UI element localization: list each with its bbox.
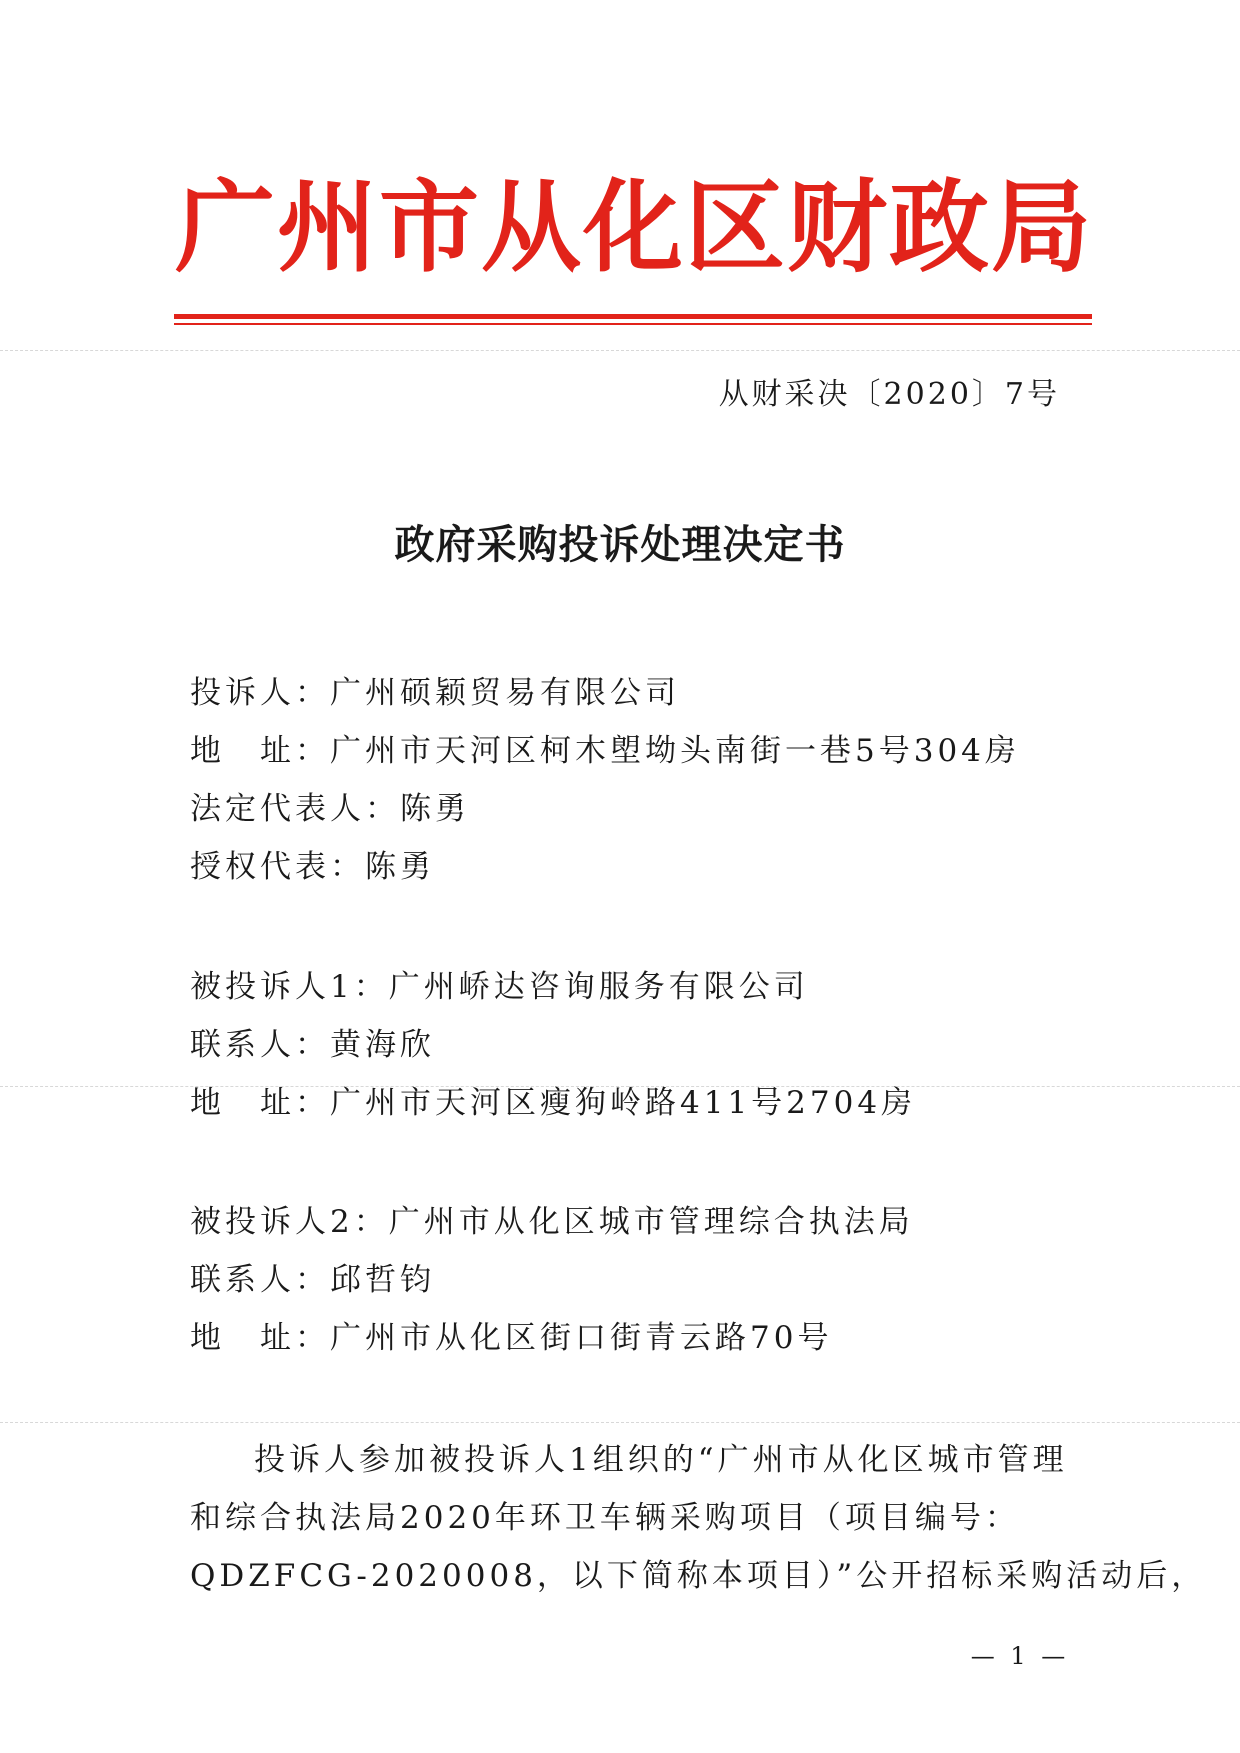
respondent-2-block [190,1193,1090,1367]
complainant-authorized-rep: 授权代表：陈勇 [190,849,435,885]
complainant-address: 地 址：广州市天河区柯木塱坳头南街一巷5号304房 [190,733,1020,769]
page-number: — 1 — [970,1642,1070,1670]
respondent-2-address: 地 址：广州市从化区街口街青云路70号 [190,1320,833,1356]
body-paragraph [190,1431,1207,1605]
respondent-1-name: 被投诉人1：广州峤达咨询服务有限公司 [190,969,809,1005]
body-line: QDZFCG-2020008，以下简称本项目）”公开招标采购活动后， [190,1558,1207,1594]
body-line: 和综合执法局2020年环卫车辆采购项目（项目编号： [190,1500,1020,1536]
header-red-rule-thick [174,314,1092,319]
respondent-1-address: 地 址：广州市天河区瘦狗岭路411号2704房 [190,1085,917,1121]
respondent-2-name: 被投诉人2：广州市从化区城市管理综合执法局 [190,1204,914,1240]
document-title: 政府采购投诉处理决定书 [394,521,846,568]
document-number: 从财采决〔2020〕7号 [718,377,1060,412]
header-red-rule-thin [174,323,1092,325]
respondent-2-contact: 联系人：邱哲钧 [190,1262,435,1298]
complainant-legal-rep: 法定代表人：陈勇 [190,791,470,827]
respondent-1-contact: 联系人：黄海欣 [190,1027,435,1063]
respondent-1-block [190,958,1090,1132]
complainant-name: 投诉人：广州硕颖贸易有限公司 [190,675,680,711]
body-line: 投诉人参加被投诉人1组织的“广州市从化区城市管理 [254,1442,1068,1478]
agency-header-title: 广州市从化区财政局 [175,169,1093,286]
complainant-block [190,664,1090,896]
scan-fold-line [0,350,1240,352]
scan-fold-line [0,1422,1240,1424]
